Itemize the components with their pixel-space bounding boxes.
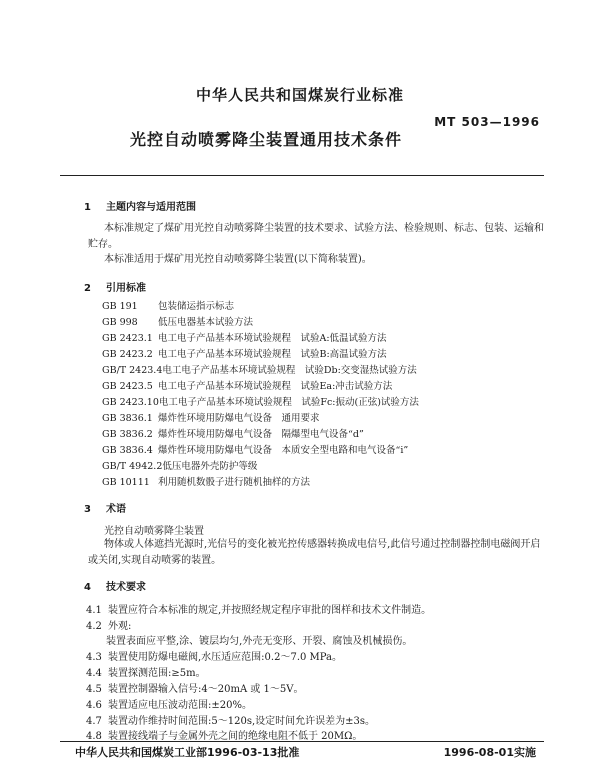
reference-title: 低压电器外壳防护等级 — [162, 461, 258, 472]
requirement-text: 装置动作维持时间范围:5～120s,设定时间允许误差为±3s。 — [108, 716, 376, 727]
requirement-number: 4.7 — [86, 716, 102, 727]
requirement-text: 装置应符合本标准的规定,并按照经规定程序审批的图样和技术文件制造。 — [108, 605, 432, 616]
requirement-item — [86, 648, 342, 663]
section-2-title: 引用标准 — [106, 283, 146, 294]
header-rule — [60, 175, 544, 176]
requirement-item — [86, 617, 131, 632]
approval-line: 中华人民共和国煤炭工业部1996-03-13批准 — [75, 746, 300, 759]
reference-title: 爆炸性环境用防爆电气设备 隔爆型电气设备“d” — [158, 429, 364, 440]
reference-title: 电工电子产品基本环境试验规程 试验A:低温试验方法 — [158, 333, 387, 344]
reference-item — [102, 395, 419, 410]
requirement-number: 4.3 — [86, 652, 102, 663]
reference-title: 电工电子产品基本环境试验规程 试验Ea:冲击试验方法 — [158, 381, 393, 392]
section-3-number: 3 — [84, 504, 91, 515]
section-1-heading — [84, 198, 196, 213]
requirement-item — [86, 727, 362, 742]
reference-item — [102, 459, 257, 474]
section-4-number: 4 — [84, 582, 91, 593]
effective-date: 1996-08-01实施 — [443, 746, 536, 759]
section-1-title: 主题内容与适用范围 — [106, 202, 196, 213]
document-title: 光控自动喷雾降尘装置通用技术条件 — [130, 130, 403, 149]
reference-code: GB 2423.1 — [102, 333, 153, 344]
section-3-title: 术语 — [106, 504, 126, 515]
requirement-number: 4.2 — [86, 621, 102, 632]
requirement-detail: 装置表面应平整,涂、镀层均匀,外壳无变形、开裂、腐蚀及机械损伤。 — [106, 636, 413, 647]
reference-code: GB 3836.4 — [102, 445, 153, 456]
requirement-item — [86, 712, 375, 727]
section-1-paragraph-2: 本标准适用于煤矿用光控自动喷雾降尘装置(以下简称装置)。 — [104, 254, 372, 265]
requirement-item — [86, 696, 252, 711]
reference-code: GB 3836.1 — [102, 413, 153, 424]
reference-code: GB 3836.2 — [102, 429, 153, 440]
requirement-number: 4.4 — [86, 668, 102, 679]
issuing-organization: 中华人民共和国煤炭行业标准 — [195, 86, 404, 104]
reference-item — [102, 363, 417, 378]
reference-title: 电工电子产品基本环境试验规程 试验Db:交变湿热试验方法 — [162, 365, 417, 376]
reference-code: GB 998 — [102, 317, 138, 328]
requirement-text: 装置接线端子与金属外壳之间的绝缘电阻不低于 20MΩ。 — [108, 731, 363, 742]
reference-item — [102, 331, 387, 346]
section-1-number: 1 — [84, 202, 91, 213]
section-4-heading — [84, 578, 146, 593]
reference-item — [102, 475, 310, 490]
requirement-text: 外观: — [108, 621, 132, 632]
requirement-item — [86, 664, 206, 679]
reference-title: 爆炸性环境用防爆电气设备 本质安全型电路和电气设备“i” — [158, 445, 409, 456]
reference-item — [102, 411, 320, 426]
reference-title: 利用随机数骰子进行随机抽样的方法 — [158, 477, 311, 488]
reference-item — [102, 315, 253, 330]
reference-code: GB 10111 — [102, 477, 150, 488]
reference-code: GB 2423.5 — [102, 381, 153, 392]
section-2-number: 2 — [84, 283, 91, 294]
reference-title: 包装储运指示标志 — [158, 301, 235, 312]
reference-item — [102, 379, 392, 394]
reference-code: GB/T 4942.2 — [102, 461, 163, 472]
section-4-title: 技术要求 — [106, 582, 146, 593]
requirement-number: 4.1 — [86, 605, 102, 616]
requirement-text: 装置使用防爆电磁阀,水压适应范围:0.2～7.0 MPa。 — [108, 652, 343, 663]
reference-item — [102, 347, 387, 362]
requirement-text: 装置探测范围:≥5m。 — [108, 668, 206, 679]
reference-item — [102, 299, 234, 314]
section-3-heading — [84, 500, 126, 515]
requirement-text: 装置适应电压波动范围:±20%。 — [108, 700, 252, 711]
section-1-paragraph-1: 本标准规定了煤矿用光控自动喷雾降尘装置的技术要求、试验方法、检验规则、标志、包装、运输和贮存。 — [88, 223, 544, 250]
reference-title: 低压电器基本试验方法 — [158, 317, 254, 328]
requirement-text: 装置控制器输入信号:4～20mA 或 1～5V。 — [108, 684, 304, 695]
reference-title: 爆炸性环境用防爆电气设备 通用要求 — [158, 413, 320, 424]
requirement-number: 4.5 — [86, 684, 102, 695]
footer-rule — [60, 741, 544, 742]
term-name: 光控自动喷雾降尘装置 — [104, 526, 204, 537]
reference-title: 电工电子产品基本环境试验规程 试验Fc:振动(正弦)试验方法 — [158, 397, 419, 408]
requirement-number: 4.8 — [86, 731, 102, 742]
reference-title: 电工电子产品基本环境试验规程 试验B:高温试验方法 — [158, 349, 387, 360]
requirement-item — [86, 680, 303, 695]
reference-code: GB 2423.2 — [102, 349, 153, 360]
reference-item — [102, 443, 408, 458]
reference-item — [102, 427, 364, 442]
term-definition: 物体或人体遮挡光源时,光信号的变化被光控传感器转换成电信号,此信号通过控制器控制电磁阀开启或关闭,实现自动喷雾的装置。 — [88, 539, 541, 566]
section-2-heading — [84, 279, 146, 294]
reference-code: GB 2423.10 — [102, 397, 159, 408]
reference-code: GB 191 — [102, 301, 138, 312]
reference-code: GB/T 2423.4 — [102, 365, 163, 376]
standard-number: MT 503—1996 — [434, 115, 540, 129]
requirement-number: 4.6 — [86, 700, 102, 711]
requirement-item — [86, 601, 431, 616]
